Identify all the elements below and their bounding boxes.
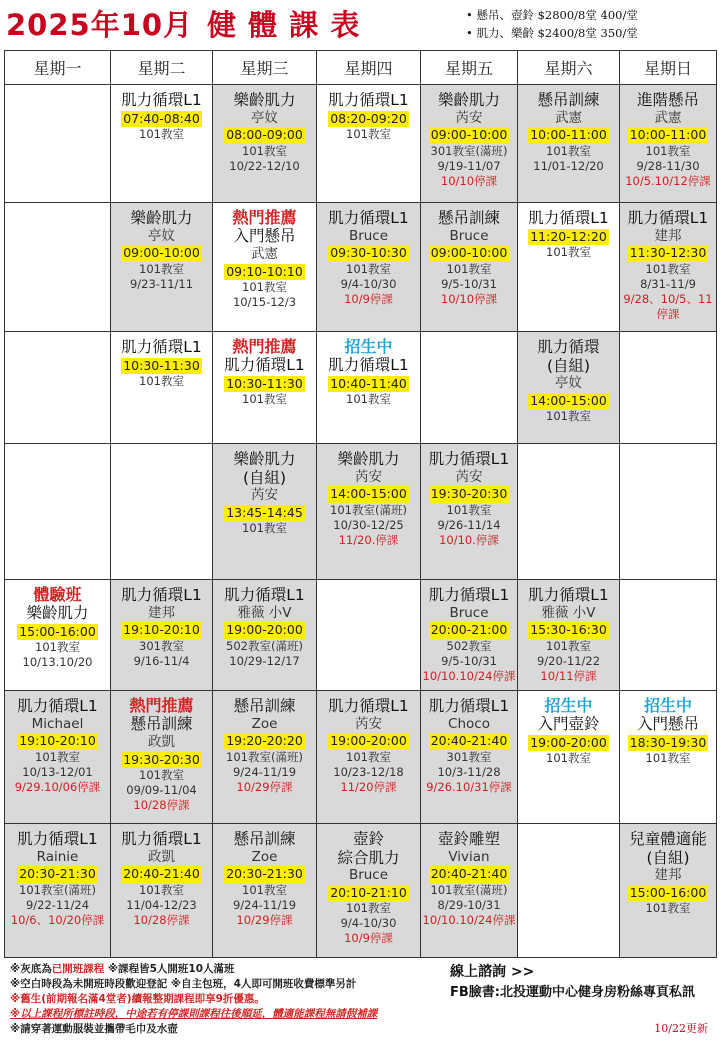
cancellation-note: 9/26.10/31停課	[426, 779, 512, 794]
class-name: 肌力循環L1	[428, 450, 510, 468]
cancellation-note: 9/29.10/06停課	[14, 779, 101, 794]
class-cell-thu	[317, 824, 421, 958]
price-line-strength-senior: • 肌力、樂齡 $2400/8堂 350/堂	[466, 26, 638, 40]
class-cell-sat	[518, 85, 620, 203]
teacher-name: 武憲	[251, 245, 278, 262]
cancellation-note: 10/29停課	[236, 779, 293, 794]
timeslot-row	[5, 85, 717, 203]
class-name: 懸吊訓練	[437, 209, 500, 227]
class-time: 19:00-20:00	[226, 622, 303, 638]
empty-slot-sat	[518, 824, 620, 958]
empty-slot-mon	[5, 332, 111, 444]
class-cell-wed	[213, 85, 317, 203]
class-time: 10:00-11:00	[530, 127, 607, 143]
cancellation-note: 10/28停課	[133, 912, 190, 927]
class-name: 入門壺鈴	[537, 715, 600, 734]
class-cell-wed	[213, 444, 317, 580]
day-header-thu: 星期四	[317, 51, 421, 85]
promo-label: 熱門推薦	[129, 696, 194, 715]
timeslot-row	[5, 824, 717, 958]
classroom: 101教室	[242, 392, 287, 407]
classroom: 101教室	[139, 882, 184, 897]
class-cell-fri	[421, 203, 518, 332]
timeslot-row	[5, 332, 717, 444]
cancellation-note: 11/20.停課	[338, 532, 399, 547]
class-cell-tue	[111, 332, 213, 444]
class-time: 09:00-10:00	[430, 245, 508, 261]
class-time: 11:20-12:20	[530, 228, 607, 244]
class-time: 09:00-10:00	[430, 127, 508, 143]
teacher-name: 芮安	[455, 468, 483, 485]
class-time: 19:20-20:20	[226, 733, 303, 749]
classroom: 101教室	[546, 143, 591, 158]
class-cell-thu	[317, 85, 421, 203]
promo-label: 體驗班	[33, 585, 82, 604]
class-name: 肌力循環L1	[528, 586, 609, 604]
date-range: 9/5-10/31	[441, 653, 497, 668]
class-time: 20:30-21:30	[19, 866, 96, 882]
classroom: 101教室(滿班)	[19, 882, 96, 897]
day-header-sun: 星期日	[620, 51, 717, 85]
class-cell-sat	[518, 332, 620, 444]
empty-slot-thu	[317, 580, 421, 691]
page-title	[6, 3, 360, 44]
class-cell-sat	[518, 691, 620, 824]
class-name: 肌力循環L1	[121, 586, 202, 604]
updated-date: 10/22更新	[654, 1022, 708, 1035]
classroom: 301教室	[446, 749, 492, 764]
class-cell-tue	[111, 824, 213, 958]
class-cell-thu	[317, 691, 421, 824]
class-name: 肌力循環L1	[121, 830, 202, 848]
classroom: 101教室	[346, 749, 391, 764]
online-consult	[450, 962, 715, 1002]
date-range: 9/24-11/19	[232, 764, 297, 779]
class-cell-wed	[213, 691, 317, 824]
timeslot-row	[5, 203, 717, 332]
class-cell-sun	[620, 691, 717, 824]
class-cell-thu	[317, 444, 421, 580]
classroom: 101教室	[446, 502, 492, 517]
class-time: 20:40-21:40	[430, 733, 508, 749]
class-time: 09:10-10:10	[226, 263, 303, 279]
class-cell-thu	[317, 203, 421, 332]
cancellation-note: 10/10.10/24停課	[422, 912, 516, 927]
teacher-name: Bruce	[348, 227, 389, 244]
class-name: 樂齡肌力	[233, 450, 296, 468]
timeslot-row	[5, 691, 717, 824]
classroom: 101教室	[242, 280, 287, 295]
class-name: 肌力循環L1	[328, 697, 409, 715]
class-cell-wed	[213, 332, 317, 444]
class-cell-fri	[421, 824, 518, 958]
class-cell-fri	[421, 85, 518, 203]
class-name: 懸吊訓練	[233, 697, 296, 715]
teacher-name: 芮安	[355, 468, 382, 485]
class-time: 14:00-15:00	[330, 486, 407, 502]
classroom: 101教室	[546, 751, 591, 766]
classroom: 101教室	[645, 261, 691, 276]
date-range: 9/22-11/24	[25, 897, 90, 912]
teacher-name: 亭妏	[251, 109, 278, 126]
class-time: 15:30-16:30	[530, 622, 607, 638]
class-name: 入門懸吊	[636, 715, 699, 734]
class-cell-fri	[421, 580, 518, 691]
classroom: 101教室	[645, 901, 691, 916]
recruit-label: 招生中	[544, 696, 593, 715]
class-name: 肌力循環L1	[627, 209, 709, 227]
class-time: 19:10-20:10	[123, 622, 200, 638]
class-name: 肌力循環L1	[224, 356, 305, 375]
day-header-wed: 星期三	[213, 51, 317, 85]
class-name: 兒童體適能	[629, 830, 707, 848]
class-time: 08:00-09:00	[226, 127, 303, 143]
date-range: 9/4-10/30	[340, 276, 397, 291]
date-range: 11/01-12/20	[533, 158, 604, 173]
cancellation-note: 10/10停課	[440, 291, 498, 306]
class-time: 10:30-11:30	[226, 375, 303, 391]
class-name: 肌力循環	[537, 338, 600, 356]
date-range: 9/16-11/4	[133, 653, 190, 668]
date-range: 10/29-12/17	[229, 653, 300, 668]
price-list	[466, 6, 638, 42]
class-cell-tue	[111, 691, 213, 824]
classroom: 101教室	[645, 751, 691, 766]
class-time: 11:30-12:30	[629, 245, 707, 261]
cancellation-note: 10/10停課	[440, 173, 498, 188]
classroom: 101教室(滿班)	[430, 882, 508, 897]
note-line: ※灰底為已開班課程 ※課程皆5人開班10人滿班	[10, 963, 235, 975]
class-time: 18:30-19:30	[629, 734, 707, 750]
teacher-name: Zoe	[251, 848, 278, 865]
class-name: 肌力循環L1	[428, 697, 510, 715]
recruit-label: 招生中	[344, 337, 393, 356]
class-time: 10:40-11:40	[330, 375, 407, 391]
teacher-name: Michael	[31, 715, 84, 732]
class-name-line2: (自組)	[646, 848, 690, 867]
classroom: 101教室	[242, 521, 287, 536]
classroom: 101教室(滿班)	[226, 749, 303, 764]
teacher-name: 建邦	[654, 227, 682, 244]
teacher-name: Bruce	[449, 604, 489, 621]
teacher-name: Choco	[448, 715, 490, 732]
classroom: 301教室	[139, 638, 184, 653]
empty-slot-mon	[5, 203, 111, 332]
classroom: 301教室(滿班)	[430, 143, 508, 158]
class-cell-fri	[421, 691, 518, 824]
promo-label: 熱門推薦	[232, 337, 297, 356]
day-header-fri: 星期五	[421, 51, 518, 85]
class-time: 20:30-21:30	[226, 866, 303, 882]
date-range: 9/20-11/22	[536, 653, 601, 668]
class-cell-tue	[111, 580, 213, 691]
recruit-label: 招生中	[643, 696, 692, 715]
class-name: 壺鈴雕塑	[437, 830, 500, 848]
teacher-name: 芮安	[355, 715, 382, 732]
classroom: 101教室	[139, 261, 184, 276]
teacher-name: 芮安	[455, 109, 483, 126]
date-range: 09/09-11/04	[126, 783, 197, 798]
class-cell-wed	[213, 203, 317, 332]
class-cell-mon	[5, 580, 111, 691]
classroom: 101教室	[35, 749, 80, 764]
cancellation-note: 10/6、10/20停課	[10, 912, 105, 927]
title-month: 2025年10月	[6, 8, 194, 42]
class-cell-mon	[5, 824, 111, 958]
notes	[10, 962, 445, 1037]
cancellation-note: 9/28、10/5、11停課	[623, 291, 713, 321]
class-name-line2: (自組)	[242, 468, 287, 487]
cancellation-note: 10/5.10/12停課	[625, 173, 711, 188]
class-time: 19:30-20:30	[430, 486, 508, 502]
classroom: 101教室	[346, 126, 391, 141]
class-time: 20:40-21:40	[123, 866, 200, 882]
class-name: 懸吊訓練	[233, 830, 296, 848]
class-cell-wed	[213, 580, 317, 691]
teacher-name: Rainie	[36, 848, 79, 865]
class-cell-tue	[111, 203, 213, 332]
teacher-name: 亭妏	[148, 227, 175, 244]
footer	[10, 962, 710, 1038]
class-name: 樂齡肌力	[437, 91, 500, 109]
date-range: 10/3-11/28	[437, 764, 501, 779]
teacher-name: 建邦	[148, 604, 175, 621]
class-time: 20:00-21:00	[430, 622, 508, 638]
promo-label: 熱門推薦	[232, 208, 297, 227]
classroom: 101教室	[346, 392, 391, 407]
class-name: 肌力循環L1	[528, 209, 609, 227]
classroom: 101教室	[139, 768, 184, 783]
class-time: 13:45-14:45	[226, 505, 303, 521]
class-time: 20:40-21:40	[430, 866, 508, 882]
date-range: 9/28-11/30	[636, 158, 700, 173]
class-name: 肌力循環L1	[121, 338, 202, 356]
empty-slot-sun	[620, 444, 717, 580]
teacher-name: 建邦	[654, 867, 682, 884]
class-name: 肌力循環L1	[224, 586, 305, 604]
cancellation-note: 10/28停課	[133, 797, 190, 812]
classroom: 101教室	[242, 882, 287, 897]
class-name-line2: (自組)	[546, 356, 591, 375]
cancellation-note: 10/9停課	[344, 931, 393, 946]
cancellation-note: 10/29停課	[236, 912, 293, 927]
cancellation-note: 10/10.10/24停課	[422, 668, 516, 683]
class-name: 肌力循環L1	[17, 830, 98, 848]
class-time: 19:30-20:30	[123, 751, 200, 767]
cancellation-note: 10/9停課	[344, 291, 393, 306]
day-header-mon: 星期一	[5, 51, 111, 85]
class-cell-fri	[421, 444, 518, 580]
class-time: 20:10-21:10	[330, 885, 407, 901]
class-name: 肌力循環L1	[328, 209, 409, 227]
class-name: 肌力循環L1	[328, 356, 409, 375]
class-cell-sun	[620, 203, 717, 332]
teacher-name: 政凱	[148, 848, 175, 865]
class-time: 19:10-20:10	[19, 733, 96, 749]
date-range: 10/22-12/10	[229, 158, 300, 173]
class-name: 肌力循環L1	[428, 586, 510, 604]
price-line-suspension-kettlebell: • 懸吊、壺鈴 $2800/8堂 400/堂	[466, 8, 638, 22]
class-cell-tue	[111, 85, 213, 203]
class-time: 10:30-11:30	[123, 357, 200, 373]
class-cell-wed	[213, 824, 317, 958]
classroom: 101教室	[139, 373, 184, 388]
note-line: ※請穿著運動服裝並攜帶毛巾及水壺	[10, 1023, 178, 1035]
date-range: 9/24-11/19	[232, 897, 297, 912]
date-range: 9/19-11/07	[437, 158, 501, 173]
empty-slot-sun	[620, 332, 717, 444]
class-name: 樂齡肌力	[337, 450, 400, 468]
weekday-header-row	[5, 51, 717, 85]
classroom: 101教室	[546, 244, 591, 259]
class-name: 入門懸吊	[233, 227, 296, 246]
teacher-name: Bruce	[449, 227, 489, 244]
date-range: 8/31-11/9	[640, 276, 696, 291]
class-name: 樂齡肌力	[233, 91, 296, 109]
class-time: 19:00-20:00	[530, 734, 607, 750]
class-cell-thu	[317, 332, 421, 444]
class-name: 肌力循環L1	[121, 91, 202, 109]
class-name: 懸吊訓練	[130, 715, 193, 734]
teacher-name: 武憲	[555, 109, 582, 126]
timeslot-row	[5, 444, 717, 580]
schedule-table	[4, 50, 717, 958]
classroom: 101教室	[645, 143, 691, 158]
teacher-name: Zoe	[251, 715, 278, 732]
class-time: 14:00-15:00	[530, 393, 607, 409]
classroom: 101教室(滿班)	[330, 502, 407, 517]
class-time: 09:00-10:00	[123, 245, 200, 261]
class-name: 肌力循環L1	[17, 697, 98, 715]
date-range: 8/29-10/31	[437, 897, 501, 912]
header	[0, 0, 720, 50]
date-range: 10/15-12/3	[232, 295, 297, 310]
timeslot-row	[5, 580, 717, 691]
date-range: 9/26-11/14	[437, 517, 501, 532]
class-time: 19:00-20:00	[330, 733, 407, 749]
class-name: 樂齡肌力	[130, 209, 193, 227]
empty-slot-sat	[518, 444, 620, 580]
teacher-name: 雅薇 小V	[541, 604, 596, 621]
class-name: 進階懸吊	[636, 91, 699, 109]
date-range: 10/30-12/25	[333, 517, 404, 532]
note-line: ※舊生(前期報名滿4堂者)續報整期課程即享9折優惠。	[10, 993, 265, 1005]
note-line: ※空白時段為未開班時段歡迎登記 ※自主包班，4人即可開班收費標準另計	[10, 978, 357, 990]
classroom: 101教室	[446, 261, 492, 276]
empty-slot-mon	[5, 85, 111, 203]
empty-slot-tue	[111, 444, 213, 580]
date-range: 9/23-11/11	[129, 276, 194, 291]
class-time: 08:20-09:20	[330, 110, 407, 126]
cancellation-note: 10/10.停課	[439, 532, 499, 547]
classroom: 502教室	[446, 638, 492, 653]
date-range: 10/13-12/01	[22, 764, 93, 779]
date-range: 11/04-12/23	[126, 897, 197, 912]
classroom: 101教室	[346, 261, 391, 276]
date-range: 9/5-10/31	[441, 276, 497, 291]
class-time: 10:00-11:00	[629, 127, 707, 143]
class-cell-sun	[620, 824, 717, 958]
online-consult-title: 線上諮詢 >>	[450, 964, 535, 980]
empty-slot-mon	[5, 444, 111, 580]
class-cell-sat	[518, 580, 620, 691]
class-time: 09:30-10:30	[330, 245, 407, 261]
class-name-line2: 綜合肌力	[337, 848, 400, 867]
class-time: 15:00-16:00	[19, 623, 96, 639]
classroom: 101教室	[35, 640, 80, 655]
title-name: 健 體 課 表	[207, 8, 361, 42]
teacher-name: 亭妏	[555, 375, 582, 392]
class-time: 07:40-08:40	[123, 110, 200, 126]
day-header-sat: 星期六	[518, 51, 620, 85]
teacher-name: 芮安	[251, 487, 278, 504]
class-name: 肌力循環L1	[328, 91, 409, 109]
class-name: 樂齡肌力	[26, 604, 89, 623]
classroom: 101教室	[346, 901, 391, 916]
class-cell-sun	[620, 85, 717, 203]
facebook-contact-link[interactable]: FB臉書:北投運動中心健身房粉絲專頁私訊	[450, 985, 695, 1000]
class-name: 懸吊訓練	[537, 91, 600, 109]
date-range: 9/4-10/30	[340, 916, 397, 931]
date-range: 10/23-12/18	[333, 764, 404, 779]
empty-slot-fri	[421, 332, 518, 444]
teacher-name: 武憲	[654, 109, 682, 126]
class-cell-sat	[518, 203, 620, 332]
teacher-name: Bruce	[348, 867, 389, 884]
teacher-name: 雅薇 小V	[237, 604, 292, 621]
date-range: 10/13.10/20	[22, 655, 93, 670]
classroom: 502教室(滿班)	[226, 638, 303, 653]
teacher-name: Vivian	[448, 848, 490, 865]
classroom: 101教室	[139, 126, 184, 141]
class-name: 壺鈴	[352, 830, 384, 848]
empty-slot-sun	[620, 580, 717, 691]
class-cell-mon	[5, 691, 111, 824]
cancellation-note: 11/20停課	[340, 779, 397, 794]
note-line: ※以上課程所標註時段，中途若有停課則課程往後順延，體適能課程無請假補課	[10, 1008, 378, 1020]
day-header-tue: 星期二	[111, 51, 213, 85]
cancellation-note: 10/11停課	[540, 668, 597, 683]
classroom: 101教室	[546, 638, 591, 653]
class-time: 15:00-16:00	[629, 885, 707, 901]
classroom: 101教室	[242, 143, 287, 158]
classroom: 101教室	[546, 409, 591, 424]
teacher-name: 政凱	[148, 733, 175, 750]
